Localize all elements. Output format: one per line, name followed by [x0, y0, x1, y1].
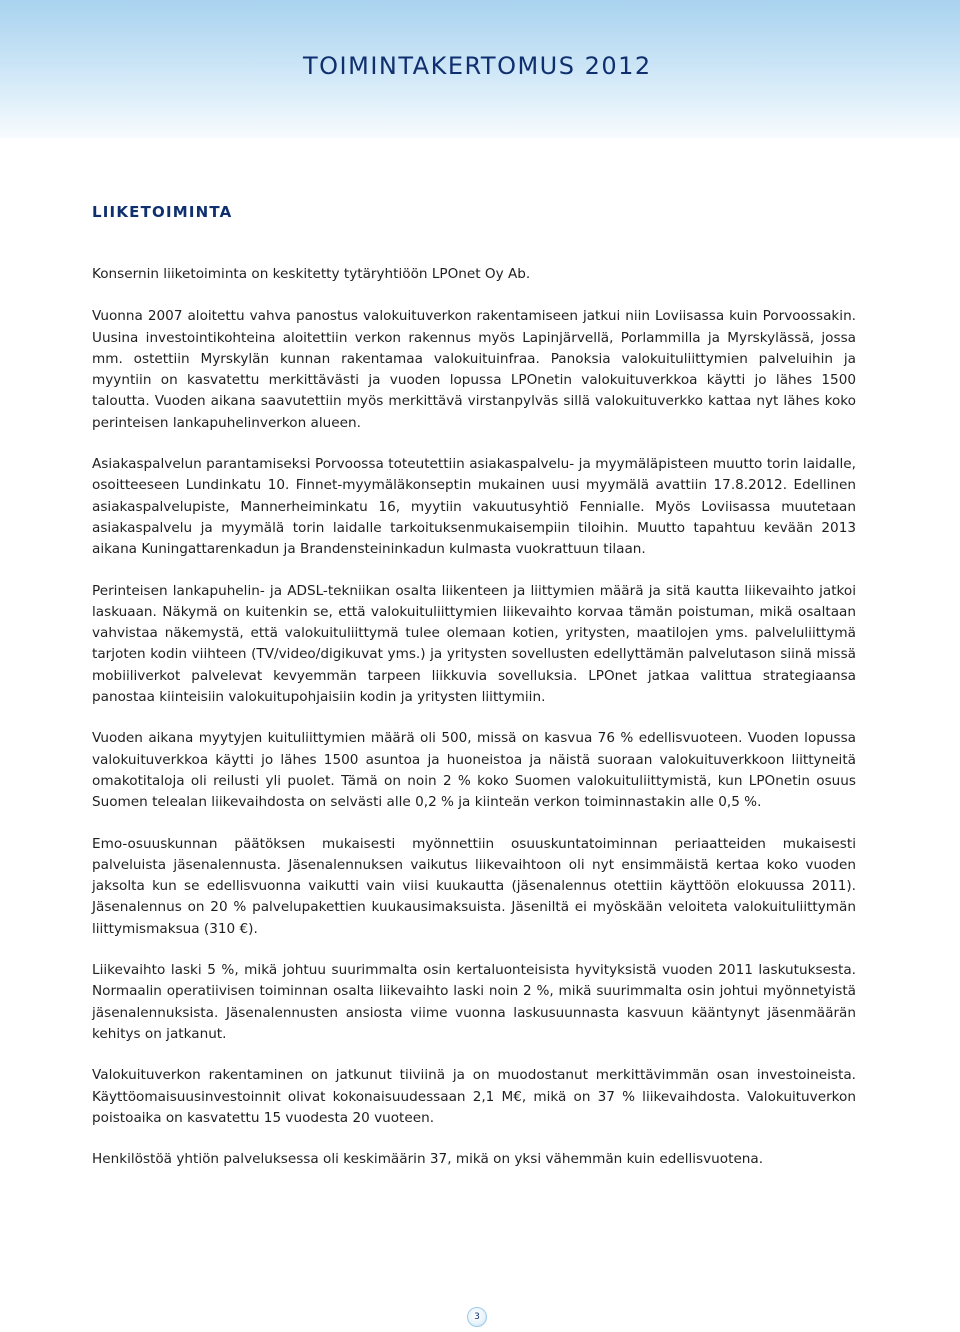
header-band [0, 0, 960, 138]
paragraph-customer-service: Asiakaspalvelun parantamiseksi Porvoossa toteutettiin asiakaspalvelu- ja myymäläpisteen muutto torin laidalle, osoitteeseen Lundinkatu 10. Finnet-myymäläkonseptin mukainen uusi myymälä avattiin 17.8.2012. Edellinen asiakaspalvelupiste, Mannerheiminkatu 16, myytiin vakuutusyhtiö Fennialle. Myös Loviisassa muutetaan asiakaspalvelu ja myymälä torin laidalle tarkoituksenmukaisempiin tiloihin. Muutto tapahtuu kevään 2013 aikana Kuningattarenkadun ja Brandensteininkadun kulmasta vuokrattuun tilaan. [92, 456, 856, 558]
paragraph-revenue: Liikevaihto laski 5 %, mikä johtuu suurimmalta osin kertaluonteisista hyvityksistä vuoden 2011 laskutuksesta. Normaalin operatiivisen toiminnan osalta liikevaihto laski noin 2 %, mikä suurimmalta osin johtui myönnetyistä jäsenalennuksista. Jäsenalennusten ansiosta viime vuonna laskusuunnasta kasvuun kääntynyt jäsenmäärän kehitys on jatkanut. [92, 962, 856, 1042]
page-number-badge [467, 1307, 487, 1327]
paragraph-fiber-sales: Vuoden aikana myytyjen kuituliittymien määrä oli 500, missä on kasvua 76 % edellisvuoteen. Vuoden lopussa valokuituverkkoa käytti jo lähes 1500 asuntoa ja huoneistoa ja näistä suoraan valokuituverkkoon liittyneitä omakotitaloja oli reilusti yli puolet. Tämä on noin 2 % koko Suomen valokuituliittymistä, kun LPOnetin osuus Suomen telealan liikevaihdosta on selvästi alle 0,2 % ja kiinteän verkon toiminnastakin alle 0,5 %. [92, 730, 856, 811]
paragraph-fiber-network: Vuonna 2007 aloitettu vahva panostus valokuituverkon rakentamiseen jatkui niin Loviisassa kuin Porvoossakin. Uusina investointikohteina aloitettiin verkon rakennus myös Lapinjärvellä, Porlammilla ja Myrskylässä, jossa mm. ostettiin Myrskylän kunnan rakentamaa valokuituinfraa. Panoksia valokuituliittymien palveluihin ja myyntiin on kasvatettu merkittävästi ja vuoden lopussa LPOnetin valokuituverkkoa käytti jo lähes 1500 taloutta. Vuoden aikana saavutettiin myös merkittävä virstanpylväs sillä valokuituverkko kattaa nyt lähes koko perinteisen lankapuhelinverkon alueen. [92, 308, 856, 431]
page-number: 3 [474, 1312, 480, 1322]
paragraph-intro: Konsernin liiketoiminta on keskitetty tytäryhtiöön LPOnet Oy Ab. [92, 266, 531, 282]
paragraph-traditional-lines: Perinteisen lankapuhelin- ja ADSL-tekniikan osalta liikenteen ja liittymien määrä ja sitä kautta liikevaihto jatkoi laskuaan. Näkymä on kuitenkin se, että valokuituliittymien liikevaihto korvaa tämän poistuman, mikä osaltaan vahvistaa näkemystä, että valokuituliittymä tulee olemaan kotien, yritysten, maatilojen yms. palveluliittymä tarjoten kodin viihteen (TV/video/digikuvat yms.) ja yritysten sovellusten edellyttämän palvelutason siinä missä mobiiliverkot palvelevat kevyemmän tarpeen liikkuvia sovelluksia. LPOnet jatkaa valittua strategiaansa panostaa kiinteisiin valokuitupohjaisiin kodin ja yritysten liittymiin. [92, 582, 856, 706]
paragraph-member-discount: Emo-osuuskunnan päätöksen mukaisesti myönnettiin osuuskuntatoiminnan periaatteiden mukaisesti palveluista jäsenalennusta. Jäsenalennuksen vaikutus liikevaihtoon oli nyt ensimmäistä kertaa koko vuoden jaksolta kun se edellisvuonna vaikutti vain viisi kuukautta (jäsenalennus otettiin käyttöön elokuussa 2011). Jäsenalennus on 20 % palvelupakettien kuukausimaksuista. Jäseniltä ei myöskään veloiteta valokuituliittymän liittymismaksua (310 €). [92, 835, 856, 937]
paragraph-personnel: Henkilöstöä yhtiön palveluksessa oli keskimäärin 37, mikä on yksi vähemmän kuin edellisvuotena. [92, 1151, 764, 1168]
section-heading: LIIKETOIMINTA [92, 203, 233, 221]
document-title: TOIMINTAKERTOMUS 2012 [303, 52, 652, 80]
paragraph-investments: Valokuituverkon rakentaminen on jatkunut tiiviinä ja on muodostanut merkittävimmän osan investoineista. Käyttöomaisuusinvestoinnit olivat kokonaisuudessaan 2,1 M€, mikä on 37 % liikevaihdosta. Valokuituverkon poistoaika on kasvatettu 15 vuodesta 20 vuoteen. [92, 1067, 856, 1126]
body-text [92, 264, 856, 1190]
